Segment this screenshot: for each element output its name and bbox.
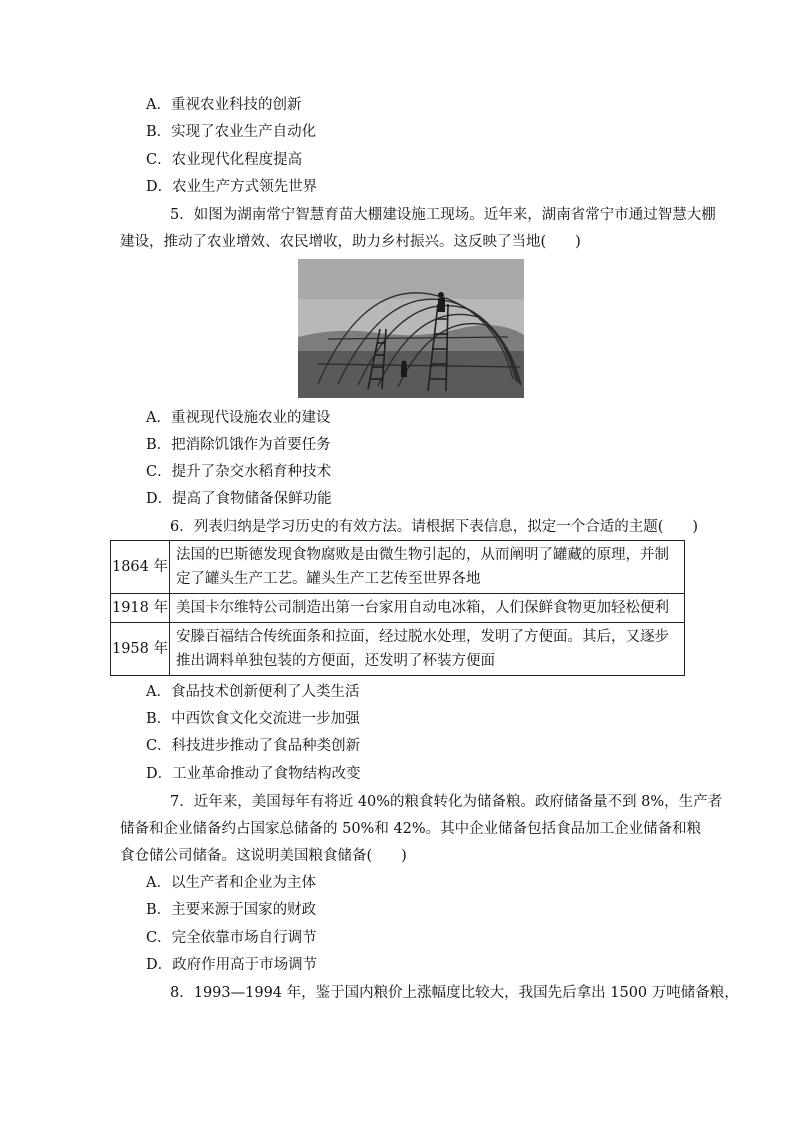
q7-stem-line2: 储备和企业储备约占国家总储备的 50%和 42%。其中企业储备包括食品加工企业储备和粮 [120, 821, 702, 837]
greenhouse-illustration [298, 259, 524, 398]
table-text-cell: 法国的巴斯德发现食物腐败是由微生物引起的，从而阐明了罐藏的原理，并制定了罐头生产工艺。罐头生产工艺传至世界各地 [170, 541, 685, 594]
q4-option-b: B．实现了农业生产自动化 [146, 124, 317, 140]
table-row [111, 541, 685, 594]
q7-option-c: C．完全依靠市场自行调节 [146, 930, 317, 946]
table-text-cell: 安滕百福结合传统面条和拉面，经过脱水处理，发明了方便面。其后，又逐步推出调料单独包装的方便面，还发明了杯装方便面 [170, 623, 685, 676]
table-row [111, 594, 685, 623]
greenhouse-photo [298, 259, 524, 398]
q7-stem-line1: 7．近年来，美国每年有将近 40%的粮食转化为储备粮。政府储备量不到 8%，生产者 [170, 794, 723, 810]
q6-option-b: B．中西饮食文化交流进一步加强 [146, 711, 360, 727]
q4-option-d: D．农业生产方式领先世界 [146, 179, 318, 195]
q5-stem-line1: 5．如图为湖南常宁智慧育苗大棚建设施工现场。近年来，湖南省常宁市通过智慧大棚 [170, 207, 716, 223]
table-year-cell: 1918 年 [111, 594, 170, 623]
table-year-cell: 1958 年 [111, 623, 170, 676]
q7-stem-line3: 食仓储公司储备。这说明美国粮食储备( ) [120, 848, 407, 864]
q8-stem-line1: 8．1993—1994 年，鉴于国内粮价上涨幅度比较大，我国先后拿出 1500 万吨储备粮， [170, 985, 739, 1001]
q6-info-table [110, 540, 685, 676]
q4-option-a: A．重视农业科技的创新 [146, 97, 302, 113]
table-row [111, 623, 685, 676]
table-year-cell: 1864 年 [111, 541, 170, 594]
q6-option-d: D．工业革命推动了食物结构改变 [146, 766, 361, 782]
q5-option-c: C．提升了杂交水稻育种技术 [146, 464, 332, 480]
q7-option-d: D．政府作用高于市场调节 [146, 957, 318, 973]
q5-option-d: D．提高了食物储备保鲜功能 [146, 491, 332, 507]
q5-option-a: A．重视现代设施农业的建设 [146, 410, 331, 426]
q6-option-a: A．食品技术创新便利了人类生活 [146, 684, 360, 700]
q7-option-a: A．以生产者和企业为主体 [146, 875, 316, 891]
q5-option-b: B．把消除饥饿作为首要任务 [146, 437, 331, 453]
q5-stem-line2: 建设，推动了农业增效、农民增收，助力乡村振兴。这反映了当地( ) [120, 234, 581, 250]
q7-option-b: B．主要来源于国家的财政 [146, 902, 317, 918]
q6-option-c: C．科技进步推动了食品种类创新 [146, 738, 361, 754]
q4-option-c: C．农业现代化程度提高 [146, 152, 303, 168]
table-text-cell: 美国卡尔维特公司制造出第一台家用自动电冰箱，人们保鲜食物更加轻松便利 [170, 594, 685, 623]
q6-stem: 6．列表归纳是学习历史的有效方法。请根据下表信息，拟定一个合适的主题( ) [170, 519, 699, 535]
